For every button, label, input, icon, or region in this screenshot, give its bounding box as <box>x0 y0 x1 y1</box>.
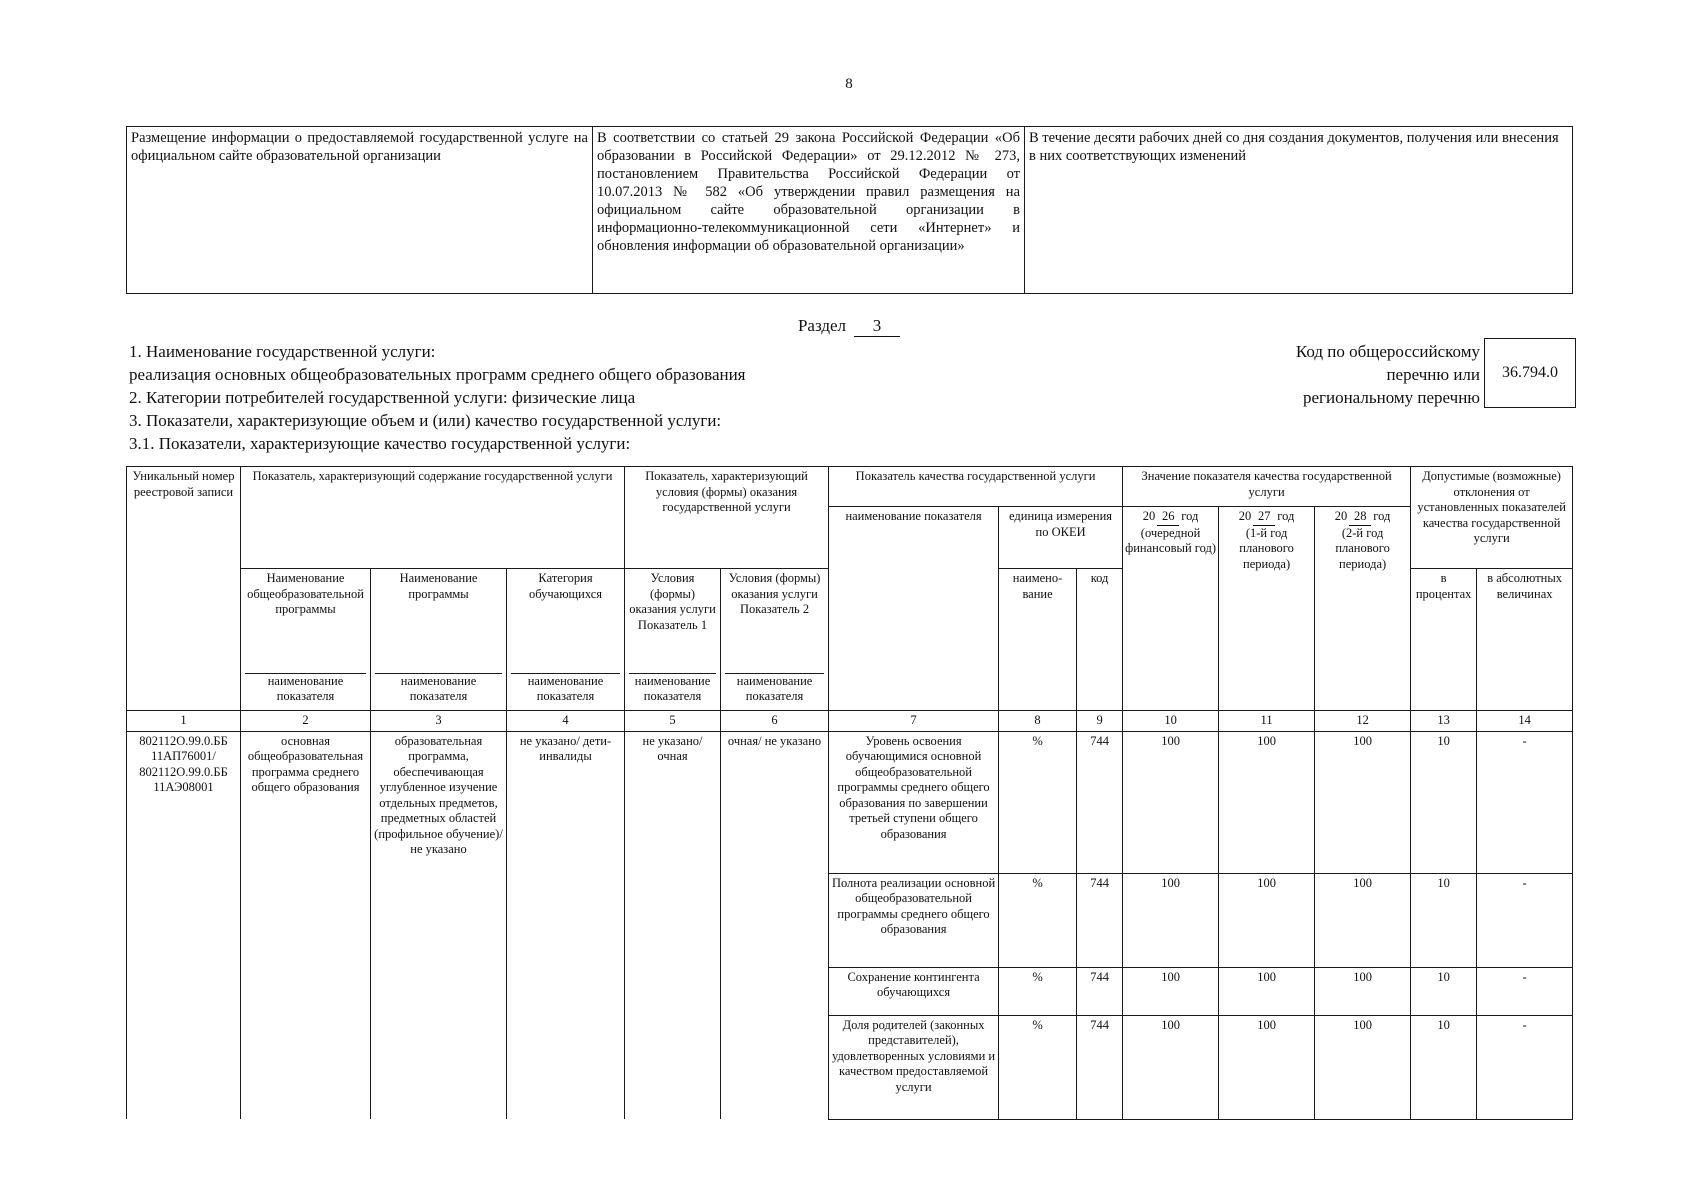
subheader-program-name: Наименование общеобразовательной программы <box>241 569 371 671</box>
column-number: 9 <box>1077 711 1123 732</box>
header-allowed-deviation: Допустимые (возможные) отклонения от установленных показателей качества государственной услуги <box>1411 467 1573 569</box>
indicator-deviation-percent: 10 <box>1411 873 1477 967</box>
year-1-note: (очередной финансовый год) <box>1125 525 1216 555</box>
year-3-prefix: 20 <box>1334 509 1348 523</box>
header-unit-okei: единица измерения по ОКЕИ <box>999 507 1123 569</box>
indicator-deviation-absolute: - <box>1477 731 1573 873</box>
year-3-suffix: год <box>1373 509 1391 523</box>
registry-code-value: 36.794.0 <box>1502 364 1558 381</box>
column-number: 12 <box>1315 711 1411 732</box>
indicator-value-2: 100 <box>1219 731 1315 873</box>
header-quality-indicator: Показатель качества государственной услуги <box>829 467 1123 507</box>
indicator-deviation-percent: 10 <box>1411 967 1477 1015</box>
indicator-value-1: 100 <box>1123 1015 1219 1119</box>
service-name-label: 1. Наименование государственной услуги: <box>129 342 436 361</box>
header-year-1 <box>1123 507 1219 711</box>
column-number-row <box>127 711 1573 732</box>
subheader-name-3: наименование показателя <box>400 673 477 703</box>
column-number: 13 <box>1411 711 1477 732</box>
code-label-line-3: региональному перечню <box>1302 388 1480 407</box>
section-info <box>129 340 1029 455</box>
indicator-value-2: 100 <box>1219 967 1315 1015</box>
indicator-deviation-absolute: - <box>1477 967 1573 1015</box>
section-title <box>0 316 1698 337</box>
header-unique-number: Уникальный номер реестровой записи <box>127 467 241 711</box>
record-code: 802112О.99.0.ББ 11АП76001/ 802112О.99.0.ББ 11АЭ08001 <box>127 731 241 1119</box>
record-student-category: не указано/ дети-инвалиды <box>507 731 625 1119</box>
indicator-unit: % <box>999 1015 1077 1119</box>
year-2-suffix: год <box>1277 509 1295 523</box>
section-label: Раздел <box>797 316 847 335</box>
code-label-line-2: перечню или <box>1386 365 1480 384</box>
column-number: 14 <box>1477 711 1573 732</box>
header-quality-value: Значение показателя качества государственной услуги <box>1123 467 1411 507</box>
subheader-name-2: наименование показателя <box>267 673 344 703</box>
column-number: 10 <box>1123 711 1219 732</box>
record-program: образовательная программа, обеспечивающая углубленное изучение отдельных предметов, предметных областей (профильное обучение)/ не указано <box>371 731 507 1119</box>
indicator-deviation-absolute: - <box>1477 873 1573 967</box>
year-3-note: (2-й год планового периода) <box>1335 525 1390 571</box>
subheader-student-category: Категория обучающихся <box>507 569 625 671</box>
subheader-name-4: наименование показателя <box>527 673 604 703</box>
year-2-number: 27 <box>1253 509 1275 526</box>
indicator-value-1: 100 <box>1123 873 1219 967</box>
subheader-program: Наименование программы <box>371 569 507 671</box>
indicator-value-2: 100 <box>1219 1015 1315 1119</box>
year-2-note: (1-й год планового периода) <box>1239 525 1294 571</box>
header-content-indicator: Показатель, характеризующий содержание государственной услуги <box>241 467 625 569</box>
indicator-code: 744 <box>1077 731 1123 873</box>
header-indicator-name: наименование показателя <box>829 507 999 711</box>
column-number: 2 <box>241 711 371 732</box>
subheader-absolute: в абсолютных величинах <box>1477 569 1573 711</box>
indicator-name: Полнота реализации основной общеобразовательной программы среднего общего образования <box>829 873 999 967</box>
indicator-deviation-absolute: - <box>1477 1015 1573 1119</box>
subheader-name-6: наименование показателя <box>736 673 813 703</box>
indicator-unit: % <box>999 967 1077 1015</box>
quality-indicators-heading: 3.1. Показатели, характеризующие качество государственной услуги: <box>129 434 631 453</box>
record-condition-2: очная/ не указано <box>721 731 829 1119</box>
indicator-name: Сохранение контингента обучающихся <box>829 967 999 1015</box>
year-3-number: 28 <box>1349 509 1371 526</box>
indicator-code: 744 <box>1077 967 1123 1015</box>
year-1-number: 26 <box>1157 509 1179 526</box>
indicator-value-3: 100 <box>1315 873 1411 967</box>
indicator-unit: % <box>999 731 1077 873</box>
subheader-condition-2: Условия (формы) оказания услуги Показатель 2 <box>721 569 829 671</box>
top-table-cell-2: В соответствии со статьей 29 закона Российской Федерации «Об образовании в Российской Федерации» от 29.12.2012 № 273, постановлением Правительства Российской Федерации от 10.07.2013 № 582 «Об утверждении правил размещения на официальном сайте образовательной организации в информационно-телекоммуникационной сети «Интернет» и обновления информации об образовательной организации» <box>593 127 1025 294</box>
table-row <box>127 731 1573 873</box>
subheader-condition-1: Условия (формы) оказания услуги Показатель 1 <box>625 569 721 671</box>
indicator-value-1: 100 <box>1123 731 1219 873</box>
record-program-type: основная общеобразовательная программа среднего общего образования <box>241 731 371 1119</box>
registry-code-label <box>1200 340 1480 409</box>
year-1-prefix: 20 <box>1142 509 1156 523</box>
indicator-value-3: 100 <box>1315 1015 1411 1119</box>
column-number: 11 <box>1219 711 1315 732</box>
subheader-unit-name: наимено-вание <box>999 569 1077 711</box>
code-label-line-1: Код по общероссийскому <box>1295 342 1480 361</box>
year-1-suffix: год <box>1181 509 1199 523</box>
indicators-heading: 3. Показатели, характеризующие объем и (или) качество государственной услуги: <box>129 411 722 430</box>
header-conditions-indicator: Показатель, характеризующий условия (формы) оказания государственной услуги <box>625 467 829 569</box>
indicator-value-2: 100 <box>1219 873 1315 967</box>
indicator-deviation-percent: 10 <box>1411 731 1477 873</box>
column-number: 8 <box>999 711 1077 732</box>
header-year-2 <box>1219 507 1315 711</box>
column-number: 1 <box>127 711 241 732</box>
section-number: 3 <box>854 316 900 337</box>
indicator-unit: % <box>999 873 1077 967</box>
indicator-value-3: 100 <box>1315 731 1411 873</box>
consumer-categories: 2. Категории потребителей государственной услуги: физические лица <box>129 388 636 407</box>
top-table-cell-3: В течение десяти рабочих дней со дня создания документов, получения или внесения в них соответствующих изменений <box>1025 127 1573 294</box>
indicator-name: Доля родителей (законных представителей), удовлетворенных условиями и качеством предоставляемой услуги <box>829 1015 999 1119</box>
indicator-name: Уровень освоения обучающимися основной общеобразовательной программы среднего общего образования по завершении третьей ступени общего образования <box>829 731 999 873</box>
subheader-percent: в процентах <box>1411 569 1477 711</box>
service-name-value: реализация основных общеобразовательных программ среднего общего образования <box>129 365 746 384</box>
quality-indicators-table <box>126 466 1573 1120</box>
column-number: 4 <box>507 711 625 732</box>
column-number: 6 <box>721 711 829 732</box>
indicator-value-1: 100 <box>1123 967 1219 1015</box>
column-number: 7 <box>829 711 999 732</box>
record-condition-1: не указано/ очная <box>625 731 721 1119</box>
registry-code-box <box>1484 338 1576 408</box>
indicator-code: 744 <box>1077 873 1123 967</box>
indicator-deviation-percent: 10 <box>1411 1015 1477 1119</box>
indicator-value-3: 100 <box>1315 967 1411 1015</box>
column-number: 3 <box>371 711 507 732</box>
year-2-prefix: 20 <box>1238 509 1252 523</box>
subheader-unit-code: код <box>1077 569 1123 711</box>
column-number: 5 <box>625 711 721 732</box>
page-number: 8 <box>845 76 853 92</box>
indicator-code: 744 <box>1077 1015 1123 1119</box>
top-info-table <box>126 126 1573 294</box>
header-year-3 <box>1315 507 1411 711</box>
subheader-name-5: наименование показателя <box>634 673 711 703</box>
top-table-cell-1: Размещение информации о предоставляемой государственной услуге на официальном сайте образовательной организации <box>127 127 593 294</box>
